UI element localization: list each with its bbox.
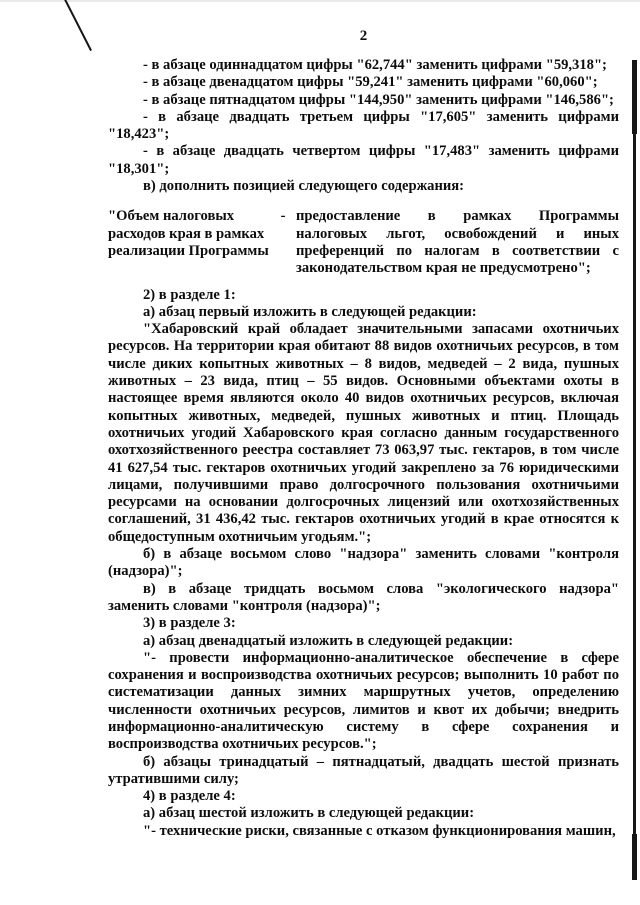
- amendment-paragraph: - в абзаце пятнадцатом цифры "144,950" заменить цифрами "146,586";: [143, 91, 614, 108]
- scan-right-edge-mark-top: [632, 60, 637, 134]
- tax-expense-row: [108, 208, 619, 277]
- section-paragraph: а) абзац первый изложить в следующей редакции:: [143, 303, 477, 320]
- amendment-paragraph: в) дополнить позицией следующего содержания:: [143, 178, 465, 195]
- section-paragraph: а) абзац шестой изложить в следующей редакции:: [143, 805, 475, 822]
- section-paragraph: "- провести информационно-аналитическое обеспечение в сфере сохранения и воспроизводства охотничьих ресурсов; выполнить 10 работ по систематизации данных зимних маршрутных учетов, определению численности охотничьих ресурсов, лимитов и квот их добычи; внедрить информационно-аналитическую систему в сфере сохранения и воспроизводства охотничьих ресурсов.";: [108, 649, 619, 753]
- page-number: 2: [359, 28, 368, 44]
- tax-expense-definition: предоставление в рамках Программы налоговых льгот, освобождений и иных преференций по налогам в соответствии с законодательством края не предусмотрено";: [296, 208, 619, 277]
- tax-expense-dash: -: [280, 208, 286, 225]
- scan-right-edge-line: [633, 60, 636, 878]
- section-paragraph: 3) в разделе 3:: [143, 615, 236, 632]
- section-paragraph: б) в абзаце восьмом слово "надзора" заменить словами "контроля (надзора)";: [108, 546, 619, 580]
- scan-top-edge: [0, 0, 640, 2]
- section-paragraph: 4) в разделе 4:: [143, 788, 236, 805]
- tax-expense-term: "Объем налоговых расходов края в рамках реализации Программы: [108, 208, 269, 259]
- section-paragraph: в) в абзаце тридцать восьмом слова "экологического надзора" заменить словами "контроля (надзора)";: [108, 580, 619, 614]
- section-paragraph: "- технические риски, связанные с отказом функционирования машин,: [143, 822, 616, 839]
- scan-corner-line-artifact: [62, 0, 92, 51]
- amendment-paragraph: - в абзаце двадцать третьем цифры "17,605" заменить цифрами "18,423";: [108, 108, 619, 143]
- section-paragraph: "Хабаровский край обладает значительными запасами охотничьих ресурсов. На территории края обитают 88 видов охотничьих ресурсов, в том числе диких копытных животных – 8 видов, медведей – 2 вида, пушных животных – 23 вида, птиц – 55 видов. Основными объектами охоты в настоящее время являются около 40 видов охотничьих ресурсов, включая копытных животных, медведей, пушных животных и птиц. Площадь охотничьих угодий Хабаровского края согласно данным государственного охотхозяйственного реестра составляет 73 063,97 тыс. гектаров, в том числе 41 627,54 тыс. гектаров охотничьих угодий закреплено за 76 юридическими лицами, получившими право долгосрочного пользования охотничьими ресурсами на основании долгосрочных лицензий или охотхозяйственных соглашений, 31 436,42 тыс. гектаров охотничьих угодий в крае относятся к общедоступным охотничьим угодьям.";: [108, 321, 619, 545]
- amendment-paragraph: - в абзаце двенадцатом цифры "59,241" заменить цифрами "60,060";: [143, 74, 598, 91]
- section-paragraph: 2) в разделе 1:: [143, 286, 236, 303]
- document-body: [108, 57, 619, 840]
- section-paragraph: а) абзац двенадцатый изложить в следующей редакции:: [143, 632, 514, 649]
- scan-right-edge-mark-bottom: [632, 834, 637, 880]
- amendment-paragraph: - в абзаце двадцать четвертом цифры "17,483" заменить цифрами "18,301";: [108, 143, 619, 177]
- amendment-paragraph: - в абзаце одиннадцатом цифры "62,744" заменить цифрами "59,318";: [143, 57, 607, 73]
- section-paragraph: б) абзацы тринадцатый – пятнадцатый, двадцать шестой признать утратившими силу;: [108, 753, 619, 787]
